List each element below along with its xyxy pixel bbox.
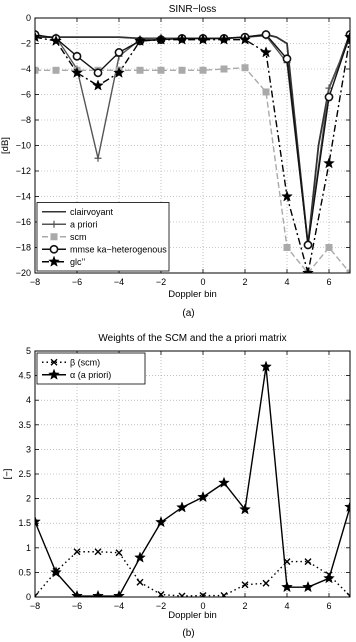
data-point bbox=[303, 582, 313, 592]
data-point bbox=[179, 593, 185, 599]
x-tick-label: 6 bbox=[326, 601, 332, 611]
data-point bbox=[114, 591, 124, 601]
legend-label: glc’’ bbox=[70, 256, 86, 267]
y-tick-label: 0 bbox=[25, 592, 31, 602]
x-tick-label: −2 bbox=[155, 277, 167, 287]
data-point bbox=[158, 67, 164, 73]
y-tick-label: 0 bbox=[25, 13, 31, 23]
data-point bbox=[326, 245, 332, 251]
legend bbox=[37, 353, 145, 384]
legend-label: a priori bbox=[70, 219, 98, 230]
x-tick-label: 0 bbox=[200, 277, 206, 287]
data-point bbox=[282, 191, 292, 201]
chart-0 bbox=[0, 4, 355, 319]
data-point bbox=[262, 31, 269, 38]
data-point bbox=[53, 67, 59, 73]
x-tick-label: −8 bbox=[29, 277, 41, 287]
y-axis-label: [−] bbox=[2, 468, 13, 480]
data-point bbox=[73, 53, 80, 60]
legend-label: β (scm) bbox=[70, 357, 101, 368]
legend-label: scm bbox=[70, 231, 87, 242]
y-tick-label: −6 bbox=[20, 89, 31, 100]
y-tick-label: −4 bbox=[20, 64, 31, 74]
data-point bbox=[304, 241, 311, 248]
x-tick-label: −2 bbox=[155, 601, 167, 611]
x-tick-label: 2 bbox=[242, 601, 248, 611]
data-point bbox=[95, 549, 101, 555]
data-point bbox=[221, 593, 227, 599]
y-tick-label: −2 bbox=[20, 38, 31, 49]
y-tick-label: −14 bbox=[15, 191, 31, 202]
plot-area bbox=[30, 361, 355, 600]
data-point bbox=[282, 582, 292, 592]
y-tick-label: 4 bbox=[25, 395, 31, 406]
data-point bbox=[179, 67, 185, 73]
data-point bbox=[221, 66, 227, 72]
data-point bbox=[200, 67, 206, 73]
data-point bbox=[137, 579, 143, 585]
chart-1 bbox=[2, 333, 355, 639]
data-point bbox=[242, 65, 248, 71]
chart-title: Weights of the SCM and the a priori matrix bbox=[98, 333, 287, 344]
data-point bbox=[325, 93, 332, 100]
figure-caption: (a) bbox=[182, 308, 195, 319]
data-point bbox=[95, 155, 102, 162]
y-tick-label: 0.5 bbox=[18, 567, 31, 578]
data-point bbox=[93, 591, 103, 601]
y-tick-label: −18 bbox=[15, 242, 31, 253]
x-tick-label: −6 bbox=[71, 277, 83, 287]
x-tick-label: 4 bbox=[284, 277, 290, 287]
y-tick-label: −20 bbox=[15, 268, 31, 278]
y-tick-label: −12 bbox=[15, 166, 31, 176]
data-point bbox=[283, 55, 290, 62]
data-point bbox=[137, 67, 143, 73]
y-tick-label: 3.5 bbox=[18, 419, 31, 430]
x-axis-label: Doppler bin bbox=[168, 289, 217, 300]
x-tick-label: 2 bbox=[242, 277, 248, 287]
y-tick-label: 2 bbox=[25, 493, 31, 504]
legend-marker bbox=[50, 246, 57, 253]
legend-label: α (a priori) bbox=[70, 369, 112, 380]
x-tick-label: −8 bbox=[29, 601, 41, 611]
y-tick-label: 4.5 bbox=[18, 370, 31, 381]
data-point bbox=[115, 49, 122, 56]
y-tick-label: 1 bbox=[25, 542, 31, 553]
x-axis-label: Doppler bin bbox=[168, 610, 217, 621]
data-point bbox=[198, 492, 208, 502]
y-tick-label: 1.5 bbox=[18, 518, 31, 529]
y-tick-label: 5 bbox=[25, 346, 31, 356]
y-tick-label: −16 bbox=[15, 217, 31, 227]
x-tick-label: −6 bbox=[71, 601, 83, 611]
legend-label: clairvoyant bbox=[70, 206, 114, 217]
series-line-1 bbox=[35, 367, 350, 596]
data-point bbox=[284, 245, 290, 251]
y-tick-label: 3 bbox=[25, 444, 31, 455]
data-point bbox=[94, 69, 101, 76]
figure-caption: (b) bbox=[182, 628, 195, 639]
legend-label: mmse ka−heterogenous bbox=[70, 244, 167, 255]
x-tick-label: 0 bbox=[200, 601, 206, 611]
data-point bbox=[324, 573, 334, 583]
legend bbox=[37, 203, 169, 272]
data-point bbox=[263, 580, 269, 586]
x-tick-label: −4 bbox=[113, 601, 125, 611]
legend-marker bbox=[51, 234, 57, 240]
data-point bbox=[93, 80, 103, 90]
y-tick-label: 2.5 bbox=[18, 469, 31, 479]
data-point bbox=[116, 550, 122, 556]
series-line-0 bbox=[35, 552, 350, 596]
x-tick-label: 4 bbox=[284, 601, 290, 611]
data-point bbox=[261, 47, 271, 57]
y-tick-label: −10 bbox=[15, 140, 31, 151]
y-tick-label: −8 bbox=[20, 115, 31, 125]
x-tick-label: 6 bbox=[326, 277, 332, 287]
chart-title: SINR−loss bbox=[168, 4, 217, 15]
x-tick-label: −4 bbox=[113, 277, 125, 287]
y-axis-label: [dB] bbox=[0, 137, 11, 154]
data-point bbox=[263, 89, 269, 95]
data-point bbox=[135, 552, 145, 562]
